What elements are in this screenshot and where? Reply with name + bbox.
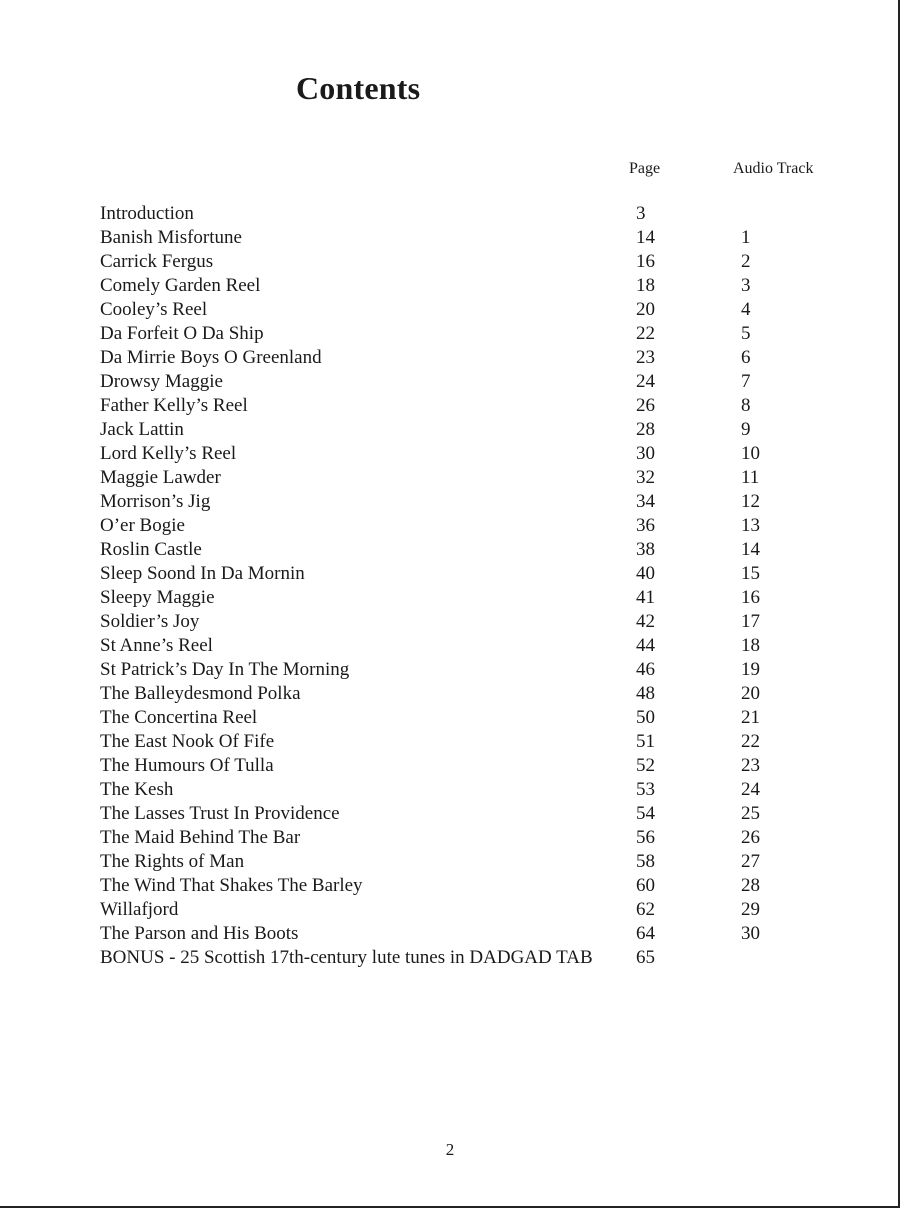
entry-page-number: 53 <box>636 779 655 800</box>
entry-title: Sleepy Maggie <box>100 587 215 608</box>
entry-audio-track: 1 <box>741 227 751 248</box>
entry-title: The Humours Of Tulla <box>100 755 274 776</box>
entry-page-number: 50 <box>636 707 655 728</box>
entry-title: The East Nook Of Fife <box>100 731 275 752</box>
contents-entry <box>100 226 860 250</box>
entry-page-number: 44 <box>636 635 655 656</box>
entry-audio-track: 14 <box>741 539 760 560</box>
entry-audio-track: 8 <box>741 395 751 416</box>
contents-entry <box>100 418 860 442</box>
entry-page-number: 34 <box>636 491 655 512</box>
entry-page-number: 52 <box>636 755 655 776</box>
contents-entry <box>100 322 860 346</box>
page-title: Contents <box>296 70 421 106</box>
contents-entry <box>100 946 860 970</box>
contents-list <box>100 202 860 970</box>
entry-title: Maggie Lawder <box>100 467 221 488</box>
entry-title: Jack Lattin <box>100 419 184 440</box>
entry-audio-track: 27 <box>741 851 760 872</box>
entry-title: Sleep Soond In Da Mornin <box>100 563 305 584</box>
entry-audio-track: 13 <box>741 515 760 536</box>
entry-page-number: 42 <box>636 611 655 632</box>
entry-page-number: 46 <box>636 659 655 680</box>
contents-entry <box>100 898 860 922</box>
contents-entry <box>100 850 860 874</box>
contents-entry <box>100 706 860 730</box>
contents-entry <box>100 370 860 394</box>
contents-entry <box>100 634 860 658</box>
contents-entry <box>100 298 860 322</box>
contents-entry <box>100 610 860 634</box>
contents-entry <box>100 346 860 370</box>
entry-title: BONUS - 25 Scottish 17th-century lute tunes in DADGAD TAB <box>100 947 593 968</box>
entry-page-number: 36 <box>636 515 655 536</box>
entry-audio-track: 15 <box>741 563 760 584</box>
entry-page-number: 51 <box>636 731 655 752</box>
entry-page-number: 48 <box>636 683 655 704</box>
entry-title: The Maid Behind The Bar <box>100 827 301 848</box>
page-column-header: Page <box>629 160 661 177</box>
contents-entry <box>100 466 860 490</box>
entry-page-number: 3 <box>636 203 646 224</box>
entry-title: Roslin Castle <box>100 539 202 560</box>
contents-entry <box>100 202 860 226</box>
entry-page-number: 30 <box>636 443 655 464</box>
contents-entry <box>100 922 860 946</box>
entry-page-number: 22 <box>636 323 655 344</box>
contents-entry <box>100 802 860 826</box>
entry-audio-track: 22 <box>741 731 760 752</box>
entry-page-number: 23 <box>636 347 655 368</box>
audio-track-column-header: Audio Track <box>733 160 814 177</box>
entry-title: St Anne’s Reel <box>100 635 213 656</box>
entry-audio-track: 20 <box>741 683 760 704</box>
entry-audio-track: 19 <box>741 659 760 680</box>
entry-audio-track: 18 <box>741 635 760 656</box>
entry-title: St Patrick’s Day In The Morning <box>100 659 350 680</box>
entry-title: The Lasses Trust In Providence <box>100 803 340 824</box>
entry-page-number: 40 <box>636 563 655 584</box>
entry-audio-track: 10 <box>741 443 760 464</box>
entry-page-number: 62 <box>636 899 655 920</box>
entry-audio-track: 16 <box>741 587 760 608</box>
contents-entry <box>100 514 860 538</box>
contents-entry <box>100 730 860 754</box>
contents-entry <box>100 586 860 610</box>
contents-entry <box>100 442 860 466</box>
entry-page-number: 26 <box>636 395 655 416</box>
entry-audio-track: 12 <box>741 491 760 512</box>
entry-audio-track: 30 <box>741 923 760 944</box>
entry-title: Da Mirrie Boys O Greenland <box>100 347 322 368</box>
entry-title: Banish Misfortune <box>100 227 242 248</box>
entry-title: Introduction <box>100 203 194 224</box>
entry-page-number: 56 <box>636 827 655 848</box>
entry-title: Willafjord <box>100 899 179 920</box>
contents-entry <box>100 394 860 418</box>
entry-page-number: 54 <box>636 803 655 824</box>
entry-title: O’er Bogie <box>100 515 185 536</box>
contents-entry <box>100 274 860 298</box>
entry-audio-track: 9 <box>741 419 751 440</box>
entry-page-number: 41 <box>636 587 655 608</box>
entry-audio-track: 21 <box>741 707 760 728</box>
contents-entry <box>100 874 860 898</box>
entry-title: The Wind That Shakes The Barley <box>100 875 363 896</box>
entry-title: Soldier’s Joy <box>100 611 200 632</box>
page-number: 2 <box>445 1140 455 1159</box>
entry-page-number: 18 <box>636 275 655 296</box>
entry-page-number: 16 <box>636 251 655 272</box>
entry-audio-track: 23 <box>741 755 760 776</box>
entry-page-number: 14 <box>636 227 655 248</box>
entry-page-number: 65 <box>636 947 655 968</box>
entry-title: The Kesh <box>100 779 174 800</box>
entry-title: Father Kelly’s Reel <box>100 395 248 416</box>
contents-entry <box>100 754 860 778</box>
entry-audio-track: 11 <box>741 467 760 488</box>
entry-title: The Parson and His Boots <box>100 923 299 944</box>
contents-entry <box>100 658 860 682</box>
entry-audio-track: 29 <box>741 899 760 920</box>
entry-audio-track: 4 <box>741 299 751 320</box>
entry-page-number: 64 <box>636 923 655 944</box>
entry-title: Carrick Fergus <box>100 251 214 272</box>
entry-title: The Concertina Reel <box>100 707 258 728</box>
entry-audio-track: 24 <box>741 779 760 800</box>
entry-page-number: 20 <box>636 299 655 320</box>
entry-audio-track: 17 <box>741 611 760 632</box>
contents-entry <box>100 538 860 562</box>
entry-audio-track: 28 <box>741 875 760 896</box>
entry-audio-track: 5 <box>741 323 751 344</box>
entry-audio-track: 26 <box>741 827 760 848</box>
entry-page-number: 60 <box>636 875 655 896</box>
entry-page-number: 28 <box>636 419 655 440</box>
entry-audio-track: 7 <box>741 371 751 392</box>
entry-title: The Balleydesmond Polka <box>100 683 301 704</box>
entry-audio-track: 3 <box>741 275 751 296</box>
contents-entry <box>100 562 860 586</box>
entry-title: Cooley’s Reel <box>100 299 208 320</box>
entry-page-number: 24 <box>636 371 655 392</box>
contents-entry <box>100 778 860 802</box>
entry-page-number: 38 <box>636 539 655 560</box>
entry-audio-track: 2 <box>741 251 751 272</box>
entry-title: Da Forfeit O Da Ship <box>100 323 264 344</box>
entry-title: Morrison’s Jig <box>100 491 211 512</box>
entry-title: Drowsy Maggie <box>100 371 223 392</box>
entry-audio-track: 25 <box>741 803 760 824</box>
contents-entry <box>100 490 860 514</box>
entry-page-number: 32 <box>636 467 655 488</box>
contents-entry <box>100 826 860 850</box>
entry-title: The Rights of Man <box>100 851 245 872</box>
entry-title: Comely Garden Reel <box>100 275 261 296</box>
entry-page-number: 58 <box>636 851 655 872</box>
entry-title: Lord Kelly’s Reel <box>100 443 237 464</box>
contents-entry <box>100 250 860 274</box>
contents-entry <box>100 682 860 706</box>
entry-audio-track: 6 <box>741 347 751 368</box>
